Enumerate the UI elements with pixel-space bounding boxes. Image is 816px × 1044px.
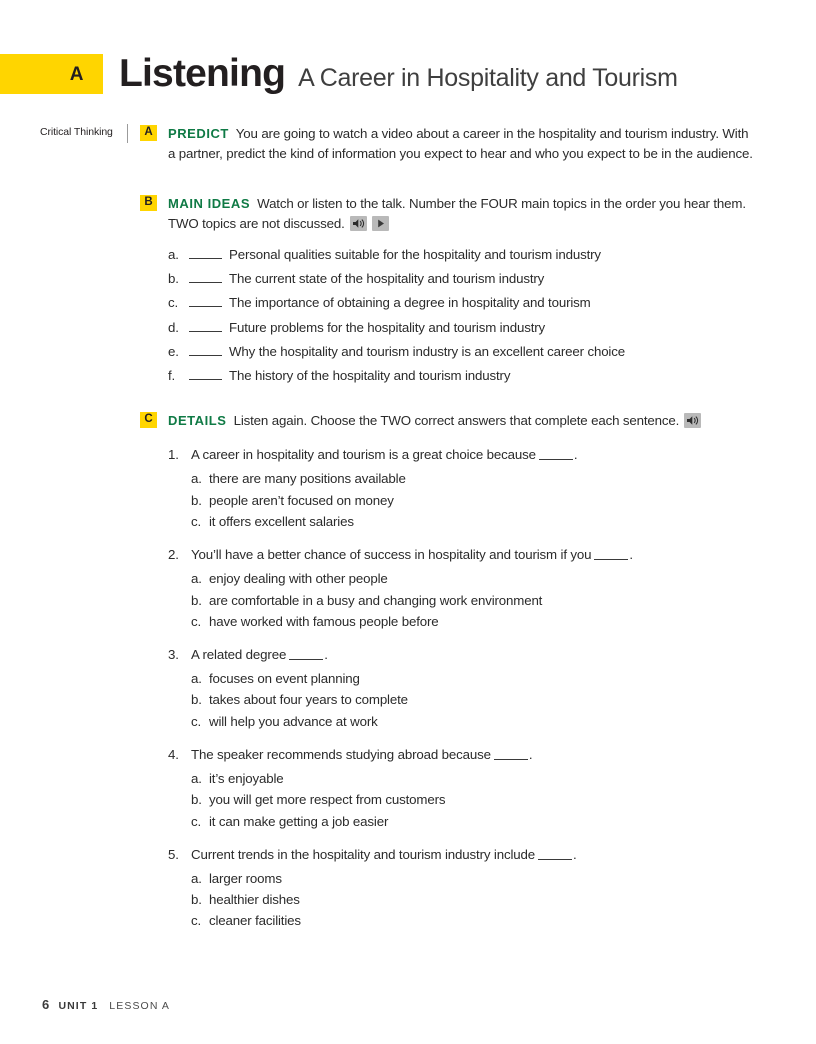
exercise-c-heading: DETAILS (168, 412, 227, 428)
answer-blank[interactable] (539, 450, 573, 460)
option-label: a. (191, 471, 202, 487)
question-options (191, 572, 816, 628)
question-stem (168, 547, 816, 563)
exercise-letter-c: C (140, 412, 157, 428)
question-number: 5. (168, 846, 179, 862)
question-block (168, 547, 816, 628)
option-text: cleaner facilities (209, 913, 301, 929)
option-label: c. (191, 613, 202, 629)
list-item-text: Personal qualities suitable for the hospitality and tourism industry (229, 246, 601, 262)
option-label: b. (191, 692, 202, 708)
option-row[interactable] (191, 893, 816, 906)
option-label: a. (191, 870, 202, 886)
question-stem-text: A career in hospitality and tourism is a great choice because (191, 447, 536, 463)
list-item-label: b. (168, 271, 179, 287)
list-item[interactable] (168, 296, 816, 309)
option-row[interactable] (191, 693, 816, 706)
exercise-b (0, 194, 816, 234)
critical-thinking-label: Critical Thinking (40, 126, 113, 138)
page-header (0, 44, 816, 94)
list-item[interactable] (168, 272, 816, 285)
question-block (168, 647, 816, 728)
list-item[interactable] (168, 345, 816, 358)
list-item-label: d. (168, 319, 179, 335)
page-content (0, 124, 816, 947)
option-text: takes about four years to complete (209, 692, 408, 708)
option-text: there are many positions available (209, 471, 406, 487)
option-label: b. (191, 492, 202, 508)
option-row[interactable] (191, 815, 816, 828)
option-text: have worked with famous people before (209, 613, 439, 629)
audio-speaker-icon[interactable] (684, 413, 701, 428)
question-stem-suffix: . (324, 647, 328, 663)
option-label: a. (191, 571, 202, 587)
option-label: c. (191, 913, 202, 929)
question-options (191, 772, 816, 828)
list-item-text: The history of the hospitality and tourism industry (229, 368, 511, 384)
list-item-text: Future problems for the hospitality and tourism industry (229, 319, 546, 335)
exercise-b-heading: MAIN IDEAS (168, 195, 251, 211)
question-stem-suffix: . (572, 846, 577, 862)
question-options (191, 472, 816, 528)
option-row[interactable] (191, 494, 816, 507)
option-row[interactable] (191, 872, 816, 885)
question-block (168, 847, 816, 928)
answer-blank[interactable] (189, 369, 222, 380)
question-stem-text: You’ll have a better chance of success in hospitality and tourism if you (191, 547, 592, 563)
option-text: are comfortable in a busy and changing work environment (209, 592, 543, 608)
question-stem-suffix: . (528, 747, 533, 762)
exercise-a (0, 124, 816, 164)
option-row[interactable] (191, 572, 816, 585)
question-stem-text: The speaker recommends studying abroad because (191, 747, 491, 762)
exercise-a-heading: PREDICT (168, 126, 229, 141)
footer-unit: UNIT 1 (58, 1000, 99, 1012)
question-stem-text: Current trends in the hospitality and tourism industry include (191, 846, 535, 862)
option-row[interactable] (191, 615, 816, 628)
option-text: it offers excellent salaries (209, 514, 354, 530)
answer-blank[interactable] (189, 321, 222, 332)
unit-tab-badge (0, 54, 103, 94)
answer-blank[interactable] (189, 272, 222, 283)
unit-tab-letter: A (69, 63, 84, 85)
exercise-b-body (168, 194, 756, 234)
option-text: enjoy dealing with other people (209, 571, 388, 587)
answer-blank[interactable] (594, 550, 628, 560)
exercise-letter-a: A (140, 125, 157, 141)
page-title: Listening (119, 52, 286, 95)
option-label: a. (191, 770, 202, 786)
question-block (168, 447, 816, 528)
question-options (191, 872, 816, 928)
exercise-c-text: Listen again. Choose the TWO correct answers that complete each sentence. (233, 412, 680, 428)
option-label: b. (191, 792, 202, 808)
question-stem-suffix: . (629, 547, 633, 563)
question-stem (168, 747, 816, 763)
question-options (191, 672, 816, 728)
exercise-b-text: Watch or listen to the talk. Number the FOUR main topics in the order you hear them. TWO topics are not discussed. (168, 195, 746, 231)
answer-blank[interactable] (538, 850, 572, 860)
option-row[interactable] (191, 793, 816, 806)
exercise-a-text: You are going to watch a video about a career in the hospitality and tourism industry. With a partner, predict the kind of information you expect to hear and who you expect to be in the audience. (168, 126, 753, 161)
list-item-label: e. (168, 343, 179, 359)
list-item-label: a. (168, 246, 179, 262)
list-item-text: The importance of obtaining a degree in hospitality and tourism (229, 295, 591, 311)
answer-blank[interactable] (189, 248, 222, 259)
question-stem-text: A related degree (191, 647, 287, 663)
option-label: b. (191, 592, 202, 608)
option-text: will help you advance at work (209, 713, 378, 729)
list-item[interactable] (168, 321, 816, 334)
option-text: healthier dishes (209, 892, 300, 908)
option-row[interactable] (191, 515, 816, 528)
gutter-divider (127, 124, 128, 143)
question-stem (168, 447, 816, 463)
video-play-icon[interactable] (372, 216, 389, 231)
list-item-text: Why the hospitality and tourism industry is an excellent career choice (229, 343, 625, 359)
option-row[interactable] (191, 472, 816, 485)
option-row[interactable] (191, 594, 816, 607)
option-row[interactable] (191, 914, 816, 927)
audio-speaker-icon[interactable] (350, 216, 367, 231)
question-stem (168, 847, 816, 863)
option-label: a. (191, 671, 202, 687)
question-stem (168, 647, 816, 663)
list-item-label: f. (168, 368, 176, 384)
footer-lesson: LESSON A (109, 1000, 171, 1012)
answer-blank[interactable] (189, 345, 222, 356)
answer-blank[interactable] (494, 750, 528, 760)
option-text: it’s enjoyable (209, 770, 284, 786)
question-stem-suffix: . (573, 447, 578, 463)
option-row[interactable] (191, 715, 816, 728)
option-text: people aren’t focused on money (209, 492, 394, 508)
option-row[interactable] (191, 672, 816, 685)
answer-blank[interactable] (289, 650, 323, 660)
question-number: 3. (168, 647, 179, 663)
main-ideas-list (168, 248, 816, 383)
details-question-list (168, 447, 816, 927)
exercise-c (0, 411, 816, 431)
list-item[interactable] (168, 369, 816, 382)
question-number: 2. (168, 547, 179, 563)
page-number: 6 (42, 997, 50, 1012)
answer-blank[interactable] (189, 296, 222, 307)
question-number: 4. (168, 747, 179, 762)
option-text: it can make getting a job easier (209, 813, 389, 829)
list-item-text: The current state of the hospitality and tourism industry (229, 271, 545, 287)
exercise-letter-b: B (140, 195, 157, 211)
option-text: focuses on event planning (209, 671, 360, 687)
option-label: c. (191, 813, 202, 829)
option-text: you will get more respect from customers (209, 792, 446, 808)
title-group (103, 54, 678, 94)
exercise-c-body (168, 411, 701, 431)
page-footer (42, 997, 170, 1012)
exercise-a-body (168, 124, 756, 164)
option-label: c. (191, 514, 202, 530)
page-subtitle: A Career in Hospitality and Tourism (298, 64, 678, 92)
list-item-label: c. (168, 295, 179, 311)
question-number: 1. (168, 447, 179, 463)
option-text: larger rooms (209, 870, 282, 886)
option-label: b. (191, 892, 202, 908)
option-row[interactable] (191, 772, 816, 785)
option-label: c. (191, 713, 202, 729)
question-block (168, 747, 816, 828)
list-item[interactable] (168, 248, 816, 261)
